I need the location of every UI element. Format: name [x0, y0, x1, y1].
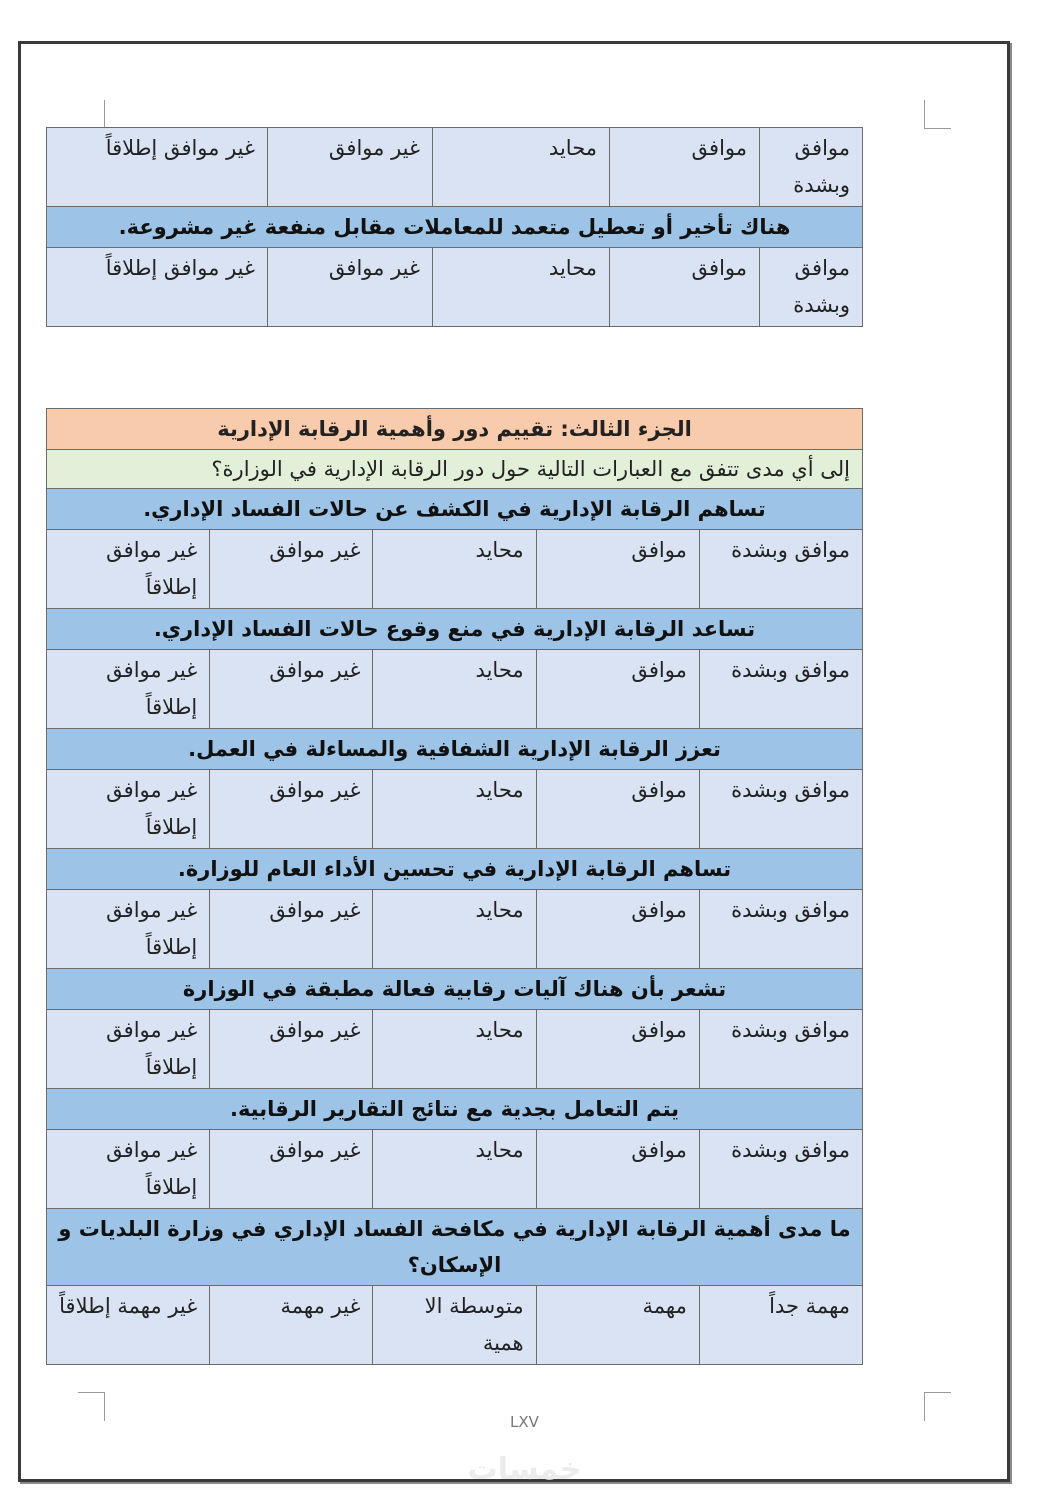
options-row [47, 248, 863, 327]
option-disagree[interactable]: غير موافق [268, 128, 433, 207]
option-disagree[interactable]: غير موافق [210, 1130, 373, 1209]
option-neutral[interactable]: محايد [373, 890, 536, 969]
option-strongly-agree[interactable]: موافق وبشدة [699, 1130, 862, 1209]
importance-options-row [47, 1286, 863, 1365]
option-strongly-agree[interactable]: موافق وبشدة [699, 650, 862, 729]
option-strongly-agree[interactable]: موافق وبشدة [699, 1010, 862, 1089]
statement-row [47, 207, 863, 248]
option-not-important[interactable]: غير مهمة [210, 1286, 373, 1365]
option-strongly-disagree[interactable]: غير موافق إطلاقاً [47, 1010, 210, 1089]
watermark-logo: خمسات [467, 1452, 582, 1487]
section-title: الجزء الثالث: تقييم دور وأهمية الرقابة الإدارية [47, 409, 863, 450]
option-strongly-disagree[interactable]: غير موافق إطلاقاً [47, 890, 210, 969]
option-agree[interactable]: موافق [536, 1130, 699, 1209]
option-strongly-agree[interactable]: موافق وبشدة [699, 530, 862, 609]
option-neutral[interactable]: محايد [373, 1130, 536, 1209]
option-neutral[interactable]: محايد [373, 770, 536, 849]
option-strongly-agree[interactable]: موافق وبشدة [699, 890, 862, 969]
option-strongly-disagree[interactable]: غير موافق إطلاقاً [47, 770, 210, 849]
crop-mark-top-right [924, 100, 951, 129]
option-disagree[interactable]: غير موافق [210, 770, 373, 849]
statement-row [47, 969, 863, 1010]
part3-survey-table [46, 408, 863, 1365]
intro-text: إلى أي مدى تتفق مع العبارات التالية حول دور الرقابة الإدارية في الوزارة؟ [47, 450, 863, 489]
option-neutral[interactable]: محايد [433, 128, 610, 207]
option-disagree[interactable]: غير موافق [210, 530, 373, 609]
option-neutral[interactable]: محايد [373, 1010, 536, 1089]
crop-mark-top-left [78, 100, 105, 129]
option-agree[interactable]: موافق [536, 650, 699, 729]
statement-text: تشعر بأن هناك آليات رقابية فعالة مطبقة في الوزارة [47, 969, 863, 1010]
option-disagree[interactable]: غير موافق [210, 650, 373, 729]
importance-question: ما مدى أهمية الرقابة الإدارية في مكافحة الفساد الإداري في وزارة البلديات و الإسكان؟ [47, 1209, 863, 1286]
option-strongly-disagree[interactable]: غير موافق إطلاقاً [47, 650, 210, 729]
options-row [47, 1130, 863, 1209]
option-neutral[interactable]: محايد [433, 248, 610, 327]
importance-question-row [47, 1209, 863, 1286]
statement-row [47, 609, 863, 650]
option-not-important-at-all[interactable]: غير مهمة إطلاقاً [47, 1286, 210, 1365]
option-strongly-agree[interactable]: موافق وبشدة [760, 248, 863, 327]
intro-row [47, 450, 863, 489]
option-agree[interactable]: موافق [610, 248, 760, 327]
statement-text: تساعد الرقابة الإدارية في منع وقوع حالات الفساد الإداري. [47, 609, 863, 650]
statement-row [47, 1089, 863, 1130]
options-row [47, 770, 863, 849]
option-strongly-agree[interactable]: موافق وبشدة [699, 770, 862, 849]
statement-row [47, 849, 863, 890]
statement-row [47, 489, 863, 530]
option-disagree[interactable]: غير موافق [268, 248, 433, 327]
option-disagree[interactable]: غير موافق [210, 1010, 373, 1089]
option-moderately-important[interactable]: متوسطة الا همية [373, 1286, 536, 1365]
options-row [47, 890, 863, 969]
option-disagree[interactable]: غير موافق [210, 890, 373, 969]
section-title-row [47, 409, 863, 450]
option-agree[interactable]: موافق [536, 770, 699, 849]
option-strongly-disagree[interactable]: غير موافق إطلاقاً [47, 128, 268, 207]
option-strongly-disagree[interactable]: غير موافق إطلاقاً [47, 248, 268, 327]
option-strongly-disagree[interactable]: غير موافق إطلاقاً [47, 530, 210, 609]
options-row [47, 1010, 863, 1089]
statement-text: تساهم الرقابة الإدارية في الكشف عن حالات الفساد الإداري. [47, 489, 863, 530]
options-row [47, 530, 863, 609]
option-agree[interactable]: موافق [536, 1010, 699, 1089]
statement-text: تعزز الرقابة الإدارية الشفافية والمساءلة في العمل. [47, 729, 863, 770]
option-very-important[interactable]: مهمة جداً [699, 1286, 862, 1365]
statement-text: هناك تأخير أو تعطيل متعمد للمعاملات مقابل منفعة غير مشروعة. [47, 207, 863, 248]
option-important[interactable]: مهمة [536, 1286, 699, 1365]
top-survey-table [46, 127, 863, 327]
option-agree[interactable]: موافق [536, 890, 699, 969]
option-strongly-agree[interactable]: موافق وبشدة [760, 128, 863, 207]
options-row [47, 128, 863, 207]
statement-text: يتم التعامل بجدية مع نتائج التقارير الرقابية. [47, 1089, 863, 1130]
option-neutral[interactable]: محايد [373, 530, 536, 609]
options-row [47, 650, 863, 729]
statement-row [47, 729, 863, 770]
option-neutral[interactable]: محايد [373, 650, 536, 729]
option-agree[interactable]: موافق [610, 128, 760, 207]
statement-text: تساهم الرقابة الإدارية في تحسين الأداء العام للوزارة. [47, 849, 863, 890]
option-agree[interactable]: موافق [536, 530, 699, 609]
page-number: LXV [510, 1413, 539, 1431]
option-strongly-disagree[interactable]: غير موافق إطلاقاً [47, 1130, 210, 1209]
